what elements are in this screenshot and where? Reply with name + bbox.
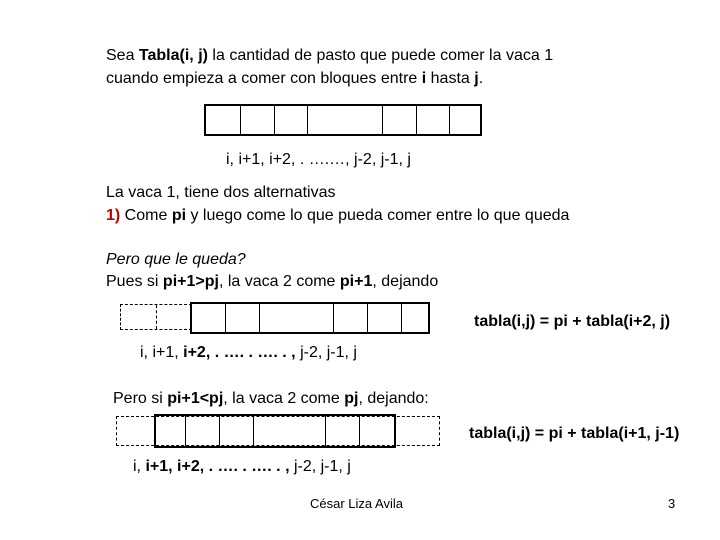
alternatives-heading: La vaca 1, tiene dos alternativas [106,184,336,201]
case-1-condition: Pues si pi+1>pj, la vaca 2 come pi+1, dejando [106,273,439,290]
page-number: 3 [668,496,676,511]
block [241,106,275,134]
alternative-number: 1) [106,207,121,224]
blocks-row-2 [190,302,430,334]
index-labels-1: i, i+1, i+2, . ….…, j-2, j-1, j [226,151,411,168]
block [254,416,326,446]
block [360,416,394,446]
eaten-blocks-1 [120,304,192,330]
intro-line-2: cuando empieza a comer con bloques entre i hasta j. [106,70,484,87]
index-labels-3: i, i+1, i+2, . …. . …. . , j-2, j-1, j [133,458,351,475]
alternative-1: 1) Come pi y luego come lo que pueda comer entre lo que queda [106,207,570,224]
blocks-row-3 [154,414,396,448]
block [402,304,428,332]
block [450,106,480,134]
block [220,416,254,446]
block [334,304,368,332]
block [326,416,360,446]
case-2-condition: Pero si pi+1<pj, la vaca 2 come pj, dejando: [113,390,429,407]
block [260,304,334,332]
formula-2: tabla(i,j) = pi + tabla(i+1, j-1) [469,425,680,442]
block [417,106,450,134]
block [192,304,226,332]
intro-line-1: Sea Tabla(i, j) la cantidad de pasto que puede comer la vaca 1 [106,47,554,64]
block [368,304,402,332]
block [226,304,260,332]
blocks-row-1 [204,104,482,136]
block [156,416,186,446]
index-labels-2: i, i+1, i+2, . …. . …. . , j-2, j-1, j [140,344,357,361]
block [383,106,417,134]
tabla-term: Tabla(i, j) [138,47,208,64]
question: Pero que le queda? [106,251,246,268]
block [308,106,383,134]
block [206,106,241,134]
author: César Liza Avila [310,496,403,511]
block [186,416,220,446]
formula-1: tabla(i,j) = pi + tabla(i+2, j) [474,313,671,330]
block [275,106,308,134]
